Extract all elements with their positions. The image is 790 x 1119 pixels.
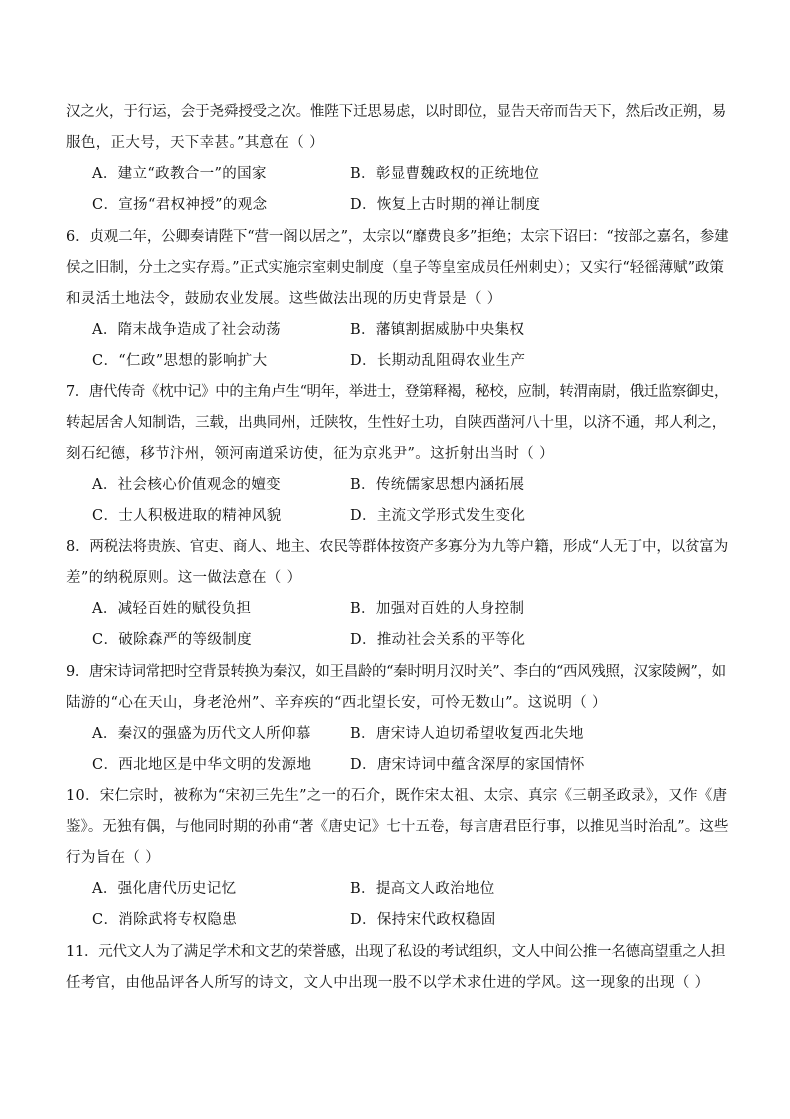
question-10-text: 行为旨在（ ）	[66, 850, 161, 866]
question-7-text: 7．唐代传奇《枕中记》中的主角卢生“明年，举进士，登第释褐，秘校，应制，转渭南尉，俄迁监察御史，	[66, 384, 729, 400]
option-b[interactable]: B．提高文人政治地位	[350, 881, 495, 897]
option-d[interactable]: D．保持宋代政权稳固	[350, 912, 496, 928]
option-b[interactable]: B．传统儒家思想内涵拓展	[350, 477, 525, 493]
option-a[interactable]: A．秦汉的强盛为历代文人所仰慕	[92, 726, 311, 742]
option-b[interactable]: B．唐宋诗人迫切希望收复西北失地	[350, 726, 584, 742]
question-8-text: 差”的纳税原则。这一做法意在（ ）	[66, 570, 302, 586]
option-d[interactable]: D．唐宋诗词中蕴含深厚的家国情怀	[350, 757, 585, 773]
question-6-text: 侯之旧制，分土之实存焉。”正式实施宗室刺史制度（皇子等皇室成员任州刺史）；又实行“轻徭薄赋”政策	[66, 260, 724, 276]
question-9-text: 陆游的“心在天山，身老沧州”、辛弃疾的“西北望长安，可怜无数山”。这说明（ ）	[66, 695, 607, 711]
question-6-text: 6．贞观二年，公卿奏请陛下“营一阁以居之”，太宗以“靡费良多”拒绝；太宗下诏曰：“按部之嘉名，参建	[66, 229, 729, 245]
option-b[interactable]: B．藩镇割据威胁中央集权	[350, 322, 525, 338]
option-a[interactable]: A．强化唐代历史记忆	[92, 881, 237, 897]
option-d[interactable]: D．长期动乱阻碍农业生产	[350, 353, 526, 369]
option-d[interactable]: D．推动社会关系的平等化	[350, 632, 526, 648]
question-6-text: 和灵活土地法令，鼓励农业发展。这些做法出现的历史背景是（ ）	[66, 291, 502, 307]
question-11-text: 任考官，由他品评各人所写的诗文，文人中出现一股不以学术求仕进的学风。这一现象的出现（ ）	[66, 975, 710, 991]
option-c[interactable]: C．破除森严的等级制度	[92, 632, 252, 648]
question-8-text: 8．两税法将贵族、官吏、商人、地主、农民等群体按资产多寡分为九等户籍，形成“人无丁中，以贫富为	[66, 539, 729, 555]
option-c[interactable]: C．西北地区是中华文明的发源地	[92, 757, 312, 773]
option-c[interactable]: C．士人积极进取的精神风貌	[92, 508, 282, 524]
option-a[interactable]: A．隋末战争造成了社会动荡	[92, 322, 282, 338]
option-a[interactable]: A．建立“政教合一”的国家	[92, 166, 267, 182]
option-c[interactable]: C．消除武将专权隐患	[92, 912, 238, 928]
option-c[interactable]: C．宣扬“君权神授”的观念	[92, 197, 268, 213]
option-c[interactable]: C．“仁政”思想的影响扩大	[92, 353, 268, 369]
option-a[interactable]: A．社会核心价值观念的嬗变	[92, 477, 282, 493]
question-9-text: 9．唐宋诗词常把时空背景转换为秦汉，如王昌龄的“秦时明月汉时关”、李白的“西风残照，汉家陵阙”，如	[66, 664, 726, 680]
question-7-text: 刻石纪德，移节汴州，领河南道采访使，征为京兆尹”。这折射出当时（ ）	[66, 446, 554, 462]
option-a[interactable]: A．减轻百姓的赋役负担	[92, 601, 252, 617]
question-text-line: 汉之火，于行运，会于尧舜授受之次。惟陛下迁思易虑，以时即位，显告天帝而告天下，然后改正朔，易	[66, 104, 727, 120]
question-text-line: 服色，正大号，天下幸甚。”其意在（ ）	[66, 135, 324, 151]
option-b[interactable]: B．加强对百姓的人身控制	[350, 601, 525, 617]
question-11-text: 11．元代文人为了满足学术和文艺的荣誉感，出现了私设的考试组织，文人中间公推一名德高望重之人担	[66, 944, 726, 960]
question-10-text: 10．宋仁宗时，被称为“宋初三先生”之一的石介，既作宋太祖、太宗、真宗《三朝圣政录》，又作《唐	[66, 788, 728, 804]
option-d[interactable]: D．恢复上古时期的禅让制度	[350, 197, 541, 213]
option-d[interactable]: D．主流文学形式发生变化	[350, 508, 526, 524]
question-7-text: 转起居舍人知制诰，三载，出典同州，迁陕牧，生性好土功，自陕西凿河八十里，以济不通，邦人利之，	[66, 415, 727, 431]
option-b[interactable]: B．彰显曹魏政权的正统地位	[350, 166, 540, 182]
question-10-text: 鉴》。无独有偶，与他同时期的孙甫“著《唐史记》七十五卷，每言唐君臣行事，以推见当时治乱”。这些	[66, 819, 729, 835]
